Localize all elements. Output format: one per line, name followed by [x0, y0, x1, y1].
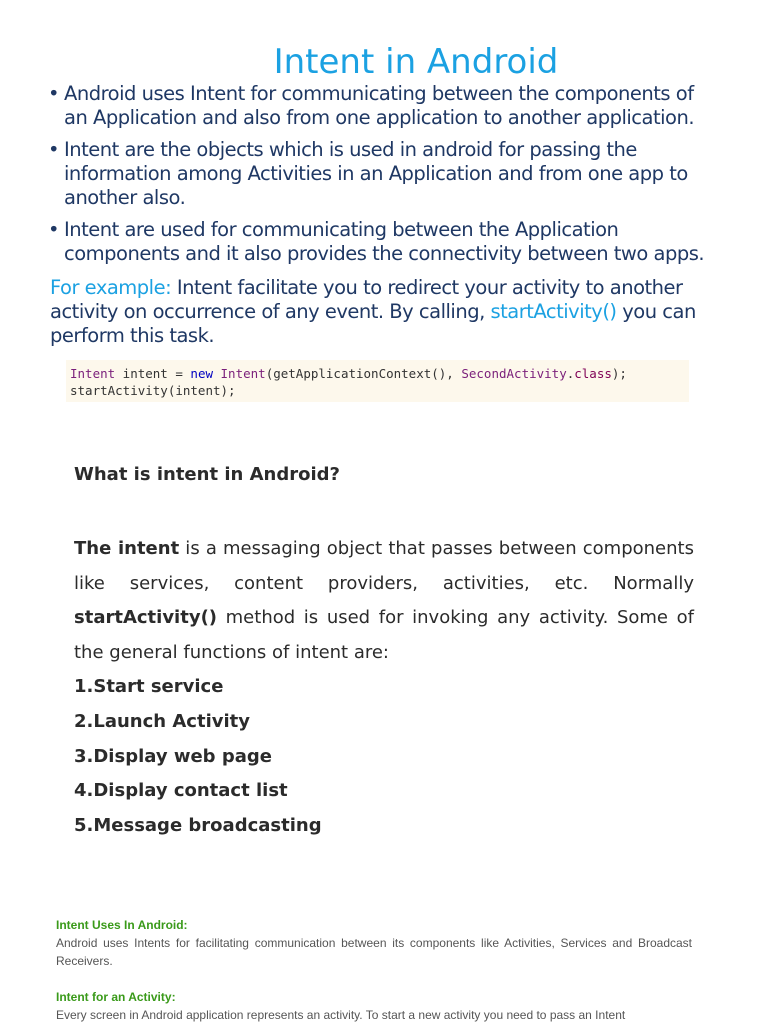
bullet-dot-icon: • [48, 138, 60, 161]
code-token: ); [611, 366, 627, 381]
example-text-2: you can perform this task. [50, 300, 696, 347]
list-item: 1.Start service [74, 676, 224, 698]
definition-end: method is used for invoking any activity. Some of the general functions of intent are: [74, 607, 694, 663]
bullet-text: Intent are used for communicating between the Application components and it also provides the connectivity between two apps. [64, 218, 705, 265]
bullet-dot-icon: • [48, 218, 60, 241]
section-question: What is intent in Android? [74, 464, 340, 485]
list-item: 5.Message broadcasting [74, 814, 322, 836]
list-item: 2.Launch Activity [74, 710, 250, 732]
list-item: 3.Display web page [74, 745, 272, 767]
functions-list [74, 670, 694, 843]
intent-definition [74, 532, 694, 670]
list-item: 4.Display contact list [74, 780, 288, 802]
bullet-text: Android uses Intent for communicating between the components of an Application and also from one application to another application. [64, 82, 695, 129]
code-token [213, 366, 221, 381]
code-line-2: startActivity(intent); [70, 383, 236, 398]
definition-text: is a messaging object that passes between components like services, content providers, activities, etc. Normally [74, 538, 694, 594]
activity-text: Every screen in Android application represents an activity. To start a new activity you need to pass an Intent [56, 1008, 626, 1022]
code-token: class [574, 366, 612, 381]
bullet-item [48, 218, 708, 266]
code-token: SecondActivity [461, 366, 567, 381]
bullet-item [48, 82, 708, 130]
bullet-text: Intent are the objects which is used in android for passing the information among Activities in an Application and from one app to another also. [64, 138, 688, 209]
code-token: Intent [220, 366, 266, 381]
code-token: . [566, 366, 575, 381]
code-token: new [190, 366, 213, 381]
code-line-1 [70, 365, 689, 382]
example-method: startActivity() [490, 300, 617, 323]
slide-title: Intent in Android [273, 42, 559, 82]
activity-heading: Intent for an Activity: [56, 990, 176, 1004]
bullet-item [48, 138, 708, 210]
bullet-list [48, 82, 708, 274]
code-snippet [66, 360, 689, 402]
bullet-dot-icon: • [48, 82, 60, 105]
uses-heading: Intent Uses In Android: [56, 918, 188, 932]
example-text-1: Intent facilitate you to redirect your activity to another activity on occurrence of any event. By calling, [50, 276, 683, 323]
uses-text: Android uses Intents for facilitating communication between its components like Activities, Services and Broadcast Receivers. [56, 936, 692, 968]
example-label: For example: [50, 276, 172, 299]
definition-method: startActivity() [74, 607, 218, 629]
example-paragraph [50, 276, 710, 348]
code-token: (getApplicationContext(), [265, 366, 462, 381]
article-section [74, 458, 694, 843]
code-token: intent = [115, 366, 191, 381]
definition-bold: The intent [74, 538, 180, 559]
uses-section [56, 916, 692, 1024]
code-token: Intent [70, 366, 116, 381]
